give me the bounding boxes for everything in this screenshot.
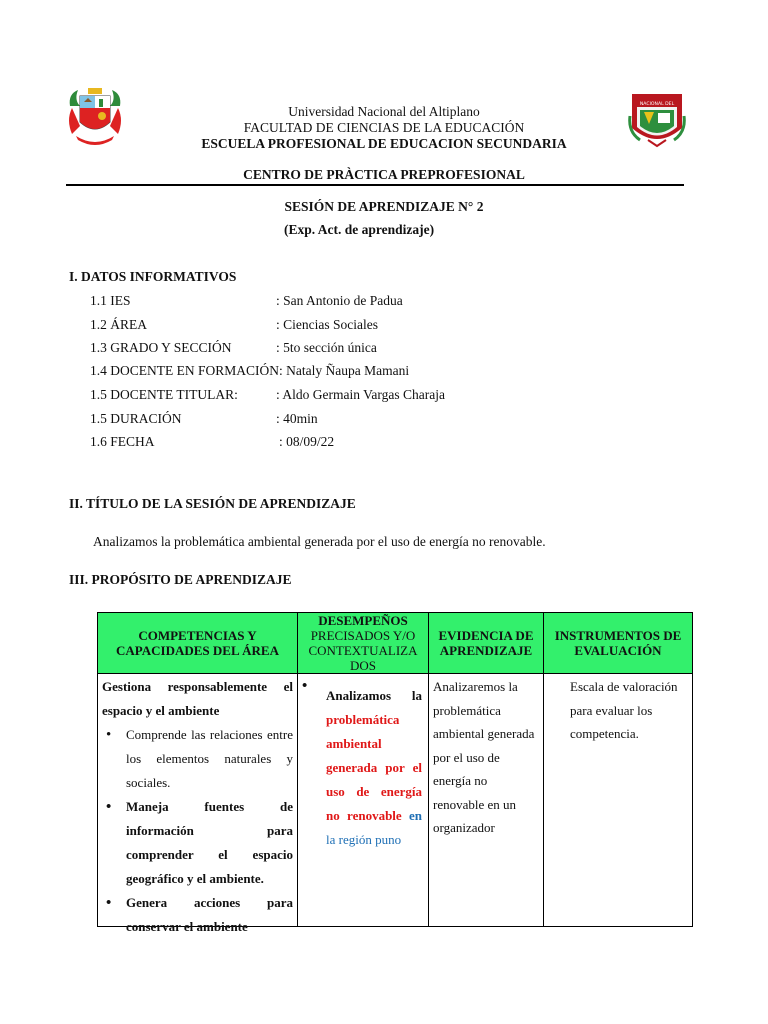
capacity-item: • Maneja fuentes de información para comprender el espacio geográfico y el ambiente.: [102, 795, 293, 891]
info-value-duration: : 40min: [276, 411, 318, 426]
cell-instrumentos: [544, 674, 693, 927]
university-name: Universidad Nacional del Altiplano: [288, 104, 480, 119]
info-label-duration: 1.5 DURACIÓN: [90, 411, 182, 426]
header-desempenos-rest: PRECISADOS Y/O CONTEXTUALIZA DOS: [308, 628, 418, 673]
header-divider: [66, 184, 684, 186]
performance-text-highlight: problemática ambiental generada por el uso de energía no renovable: [326, 712, 422, 823]
info-label-ies: 1.1 IES: [90, 293, 131, 308]
header-evidencia: EVIDENCIA DE APRENDIZAJE: [429, 613, 544, 674]
info-value-date: : 08/09/22: [279, 434, 335, 449]
info-value-ies: : San Antonio de Padua: [276, 293, 403, 308]
instrument-text: Escala de valoración para evaluar los competencia.: [570, 679, 678, 741]
info-value-head-teacher: : Aldo Germain Vargas Charaja: [276, 387, 445, 402]
table-header-row: [98, 613, 693, 674]
info-value-grade: : 5to sección única: [276, 340, 377, 355]
info-label-grade: 1.3 GRADO Y SECCIÓN: [90, 340, 232, 355]
session-title: SESIÓN DE APRENDIZAJE N° 2: [284, 199, 484, 214]
header-instrumentos: INSTRUMENTOS DE EVALUACIÓN: [544, 613, 693, 674]
header-desempenos: [298, 613, 429, 674]
cell-evidencia: [429, 674, 544, 927]
table-row: [98, 674, 693, 927]
info-value-area: : Ciencias Sociales: [276, 317, 378, 332]
capacity-item: • Comprende las relaciones entre los elementos naturales y sociales.: [102, 723, 293, 795]
session-title-text: Analizamos la problemática ambiental generada por el uso de energía no renovable.: [93, 534, 546, 549]
section-3-title: III. PROPÓSITO DE APRENDIZAJE: [69, 572, 292, 587]
section-1-title: I. DATOS INFORMATIVOS: [69, 269, 237, 284]
center-title: CENTRO DE PRÀCTICA PREPROFESIONAL: [243, 167, 525, 182]
learning-purpose-table: [97, 612, 693, 934]
section-2-title: II. TÍTULO DE LA SESIÓN DE APRENDIZAJE: [69, 496, 356, 511]
info-label-teacher-training: 1.4 DOCENTE EN FORMACIÓN: Nataly Ñaupa Mamani: [90, 363, 410, 378]
evidence-text: Analizaremos la problemática ambiental generada por el uso de energía no renovable en un organizador: [433, 679, 535, 835]
header-desempenos-bold: DESEMPEÑOS: [318, 613, 408, 628]
school-name: ESCUELA PROFESIONAL DE EDUCACION SECUNDARIA: [201, 136, 567, 151]
header-competencias: COMPETENCIAS Y CAPACIDADES DEL ÁREA: [98, 613, 298, 674]
info-label-date: 1.6 FECHA: [90, 434, 155, 449]
performance-text-en: en: [409, 808, 422, 823]
info-label-area: 1.2 ÁREA: [90, 317, 147, 332]
capacity-item: • Genera acciones para conservar el ambiente: [102, 891, 293, 939]
info-label-head-teacher: 1.5 DOCENTE TITULAR:: [90, 387, 238, 402]
cell-desempenos: [298, 674, 429, 927]
cell-competencias: [98, 674, 298, 934]
performance-text-a: Analizamos la: [326, 688, 422, 703]
competency-text: Gestiona responsablemente el espacio y el ambiente: [102, 679, 293, 718]
performance-text-region: la región puno: [326, 832, 402, 847]
seal-text: NACIONAL DEL: [639, 102, 675, 107]
faculty-name: FACULTAD DE CIENCIAS DE LA EDUCACIÓN: [243, 120, 525, 135]
session-subtitle: (Exp. Act. de aprendizaje): [284, 222, 435, 237]
